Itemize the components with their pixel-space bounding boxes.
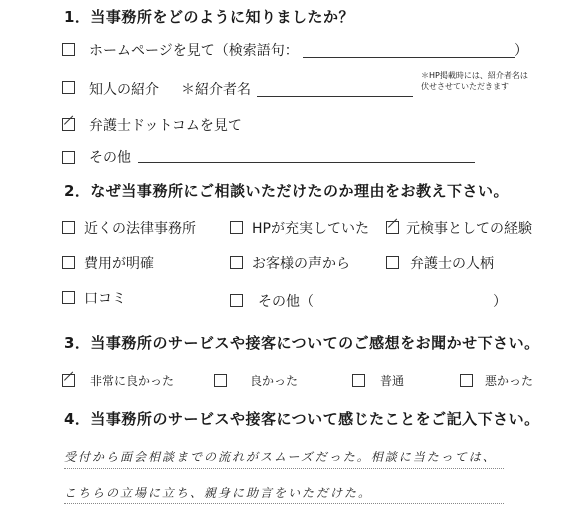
checkbox-clear-fees[interactable] [62,256,75,269]
option-word-of-mouth-label: 口コミ [84,291,126,307]
option-very-good-label: 非常に良かった [90,374,175,388]
checkbox-very-good[interactable] [62,374,75,387]
question-4-title: 4．当事務所のサービスや接客について感じたことをご記入下さい。 [64,410,540,428]
checkbox-nearby-office[interactable] [62,221,75,234]
option-reason-other-label: その他（ [258,294,314,310]
privacy-note-line2: 伏せさせていただきます [421,82,509,91]
option-homepage-rich-label: HPが充実していた [252,221,369,237]
checkbox-other[interactable] [62,151,75,164]
option-referral-label: 知人の紹介 [89,82,159,98]
referrer-name-blank[interactable] [257,96,413,97]
question-3-title: 3．当事務所のサービスや接客についてのご感想をお聞かせ下さい。 [64,334,540,352]
checkbox-former-prosecutor[interactable] [386,221,399,234]
handwritten-answer-line1: 受付から面会相談までの流れがスムーズだった。相談に当たっては、 [64,450,497,464]
option-homepage-close: ） [514,43,528,59]
privacy-note-line1: ＊HP掲載時には、紹介者名は [421,71,528,80]
checkbox-good[interactable] [214,374,227,387]
checkbox-homepage[interactable] [62,43,75,56]
option-homepage-label: ホームページを見て（検索語句： [89,43,299,59]
option-nearby-office-label: 近くの法律事務所 [84,221,196,237]
handwritten-answer-line2: こちらの立場に立ち、親身に助言をいただけた。 [64,486,373,500]
option-bengoshi-label: 弁護士ドットコムを見て [89,118,242,134]
referrer-name-label: ＊紹介者名 [181,82,251,98]
option-good-label: 良かった [250,374,299,388]
option-other-label: その他 [89,150,131,166]
option-bad-label: 悪かった [485,374,534,388]
other-blank[interactable] [138,162,475,163]
option-former-prosecutor-label: 元検事としての経験 [406,221,532,237]
option-clear-fees-label: 費用が明確 [84,256,154,272]
checkbox-average[interactable] [352,374,365,387]
search-term-blank[interactable] [303,57,515,58]
checkbox-bad[interactable] [460,374,473,387]
checkbox-lawyer-personality[interactable] [386,256,399,269]
answer-rule-2 [64,503,504,504]
checkbox-client-voices[interactable] [230,256,243,269]
question-1-title: 1．当事務所をどのように知りましたか？ [64,8,354,26]
option-average-label: 普通 [380,374,405,388]
option-reason-other-close: ） [493,294,507,310]
checkbox-bengoshi-com[interactable] [62,118,75,131]
checkbox-homepage-rich[interactable] [230,221,243,234]
option-lawyer-personality-label: 弁護士の人柄 [410,256,494,272]
question-2-title: 2．なぜ当事務所にご相談いただけたのか理由をお教え下さい。 [64,182,509,200]
checkbox-word-of-mouth[interactable] [62,291,75,304]
option-client-voices-label: お客様の声から [252,256,350,272]
answer-rule-1 [64,468,504,469]
checkbox-referral[interactable] [62,81,75,94]
checkbox-reason-other[interactable] [230,294,243,307]
